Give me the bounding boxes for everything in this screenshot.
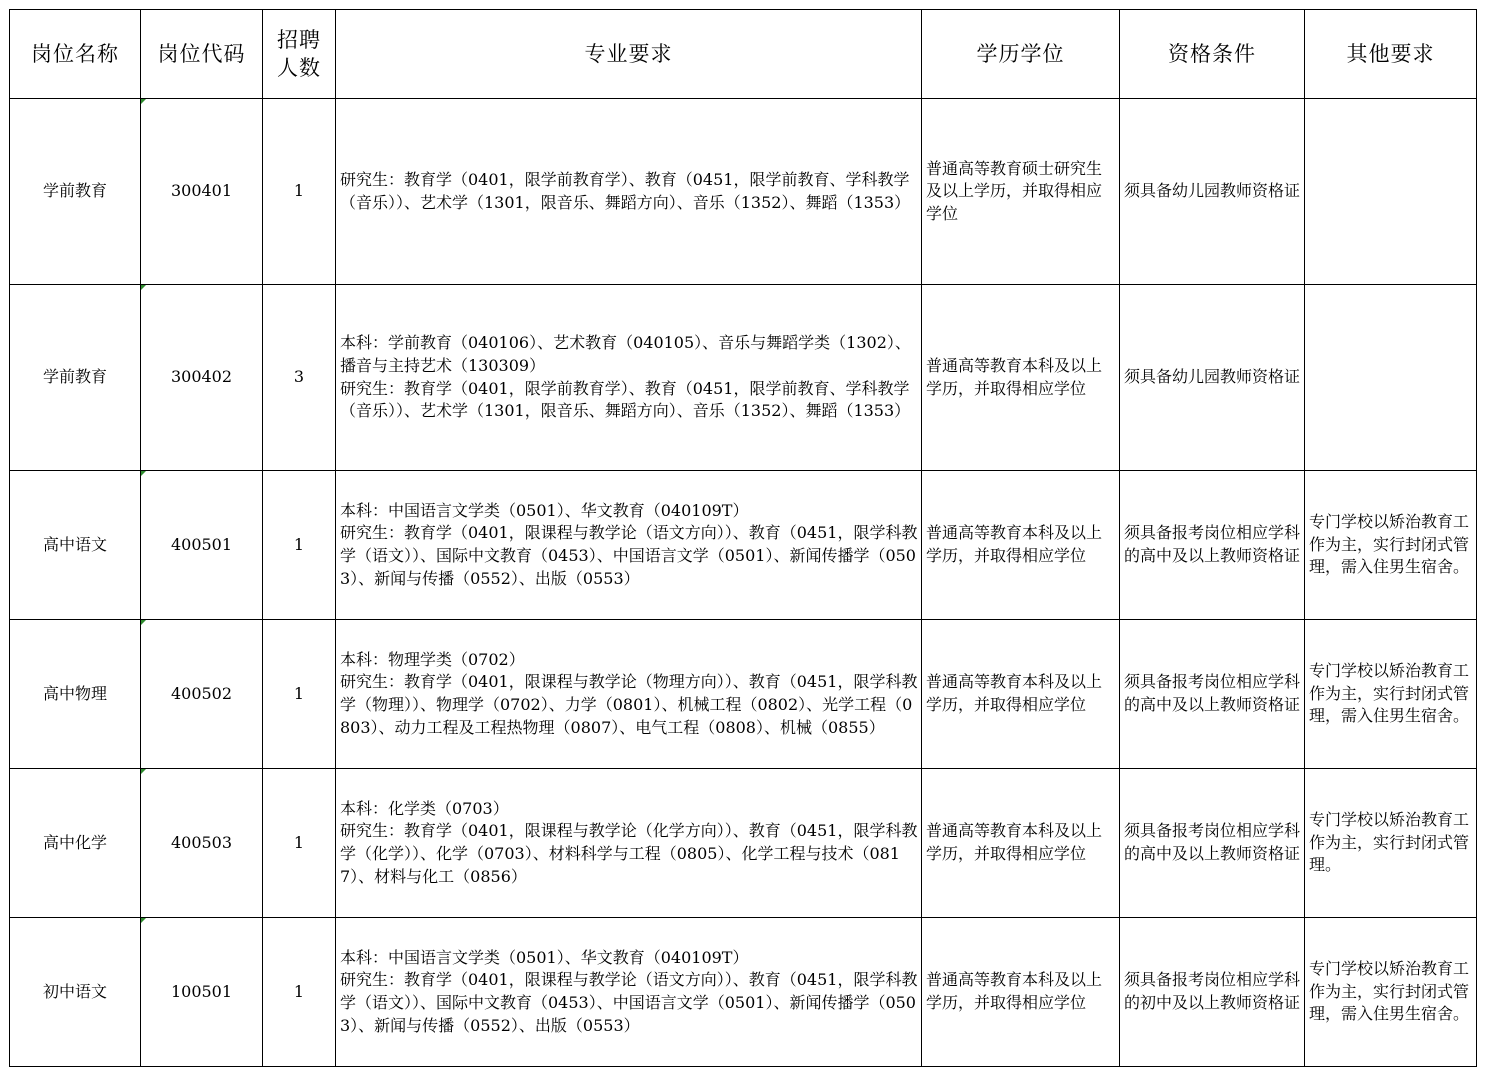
recruitment-table xyxy=(9,9,1477,1067)
cell-major-requirements xyxy=(336,471,922,620)
cell-position-code xyxy=(141,769,263,918)
cell-position-name xyxy=(10,99,141,285)
cell-qualification xyxy=(1120,471,1305,620)
cell-comment-marker-icon xyxy=(141,285,146,290)
header-other-requirements: 其他要求 xyxy=(1305,10,1477,99)
cell-qualification-text: 须具备报考岗位相应学科的初中及以上教师资格证 xyxy=(1124,970,1301,1012)
cell-hire-count-text: 1 xyxy=(293,981,305,1001)
cell-major-requirements-text: 本科：学前教育（040106）、艺术教育（040105）、音乐与舞蹈学类（1302）、播音与主持艺术（130309） 研究生：教育学（0401，限学前教育学）、教育（0451，限学前教育、学科教学（音乐））、艺术学（1301，限音乐、舞蹈方向）、音乐（1352）、舞蹈（1353） xyxy=(340,333,911,421)
cell-qualification-text: 须具备报考岗位相应学科的高中及以上教师资格证 xyxy=(1124,523,1301,565)
cell-position-code xyxy=(141,918,263,1067)
cell-comment-marker-icon xyxy=(141,918,146,923)
cell-education xyxy=(922,918,1120,1067)
cell-other-requirements xyxy=(1305,285,1477,471)
cell-major-requirements xyxy=(336,918,922,1067)
cell-qualification xyxy=(1120,620,1305,769)
cell-position-code-text: 400502 xyxy=(170,683,233,703)
cell-position-name xyxy=(10,918,141,1067)
cell-qualification-text: 须具备报考岗位相应学科的高中及以上教师资格证 xyxy=(1124,821,1301,863)
cell-education xyxy=(922,769,1120,918)
cell-major-requirements-text: 研究生：教育学（0401，限学前教育学）、教育（0451，限学前教育、学科教学（音乐））、艺术学（1301，限音乐、舞蹈方向）、音乐（1352）、舞蹈（1353） xyxy=(340,169,911,212)
cell-major-requirements-text: 本科：中国语言文学类（0501）、华文教育（040109T） 研究生：教育学（0401，限课程与教学论（语文方向））、教育（0451，限学科教学（语文））、国际中文教育（0453）、中国语言文学（0501）、新闻传播学（0503）、新闻与传播（0552）、出版（0553） xyxy=(340,500,918,588)
cell-education xyxy=(922,471,1120,620)
cell-position-name-text: 初中语文 xyxy=(42,981,107,1001)
cell-position-name xyxy=(10,620,141,769)
cell-comment-marker-icon xyxy=(141,471,146,476)
cell-comment-marker-icon xyxy=(141,769,146,774)
cell-position-name xyxy=(10,769,141,918)
cell-qualification-text: 须具备报考岗位相应学科的高中及以上教师资格证 xyxy=(1124,672,1301,714)
cell-education xyxy=(922,620,1120,769)
cell-comment-marker-icon xyxy=(141,99,146,104)
cell-qualification xyxy=(1120,285,1305,471)
cell-hire-count xyxy=(263,918,336,1067)
table-row xyxy=(10,620,1477,769)
cell-qualification xyxy=(1120,918,1305,1067)
cell-major-requirements-text: 本科：化学类（0703） 研究生：教育学（0401，限课程与教学论（化学方向））、教育（0451，限学科教学（化学））、化学（0703）、材料科学与工程（0805）、化学工程与技术（0817）、材料与化工（0856） xyxy=(340,798,918,886)
cell-position-name-text: 学前教育 xyxy=(42,367,107,387)
cell-other-requirements-text: 专门学校以矫治教育工作为主，实行封闭式管理，需入住男生宿舍。 xyxy=(1309,959,1470,1024)
cell-other-requirements xyxy=(1305,620,1477,769)
cell-major-requirements xyxy=(336,620,922,769)
cell-major-requirements xyxy=(336,99,922,285)
cell-hire-count-text: 1 xyxy=(293,181,305,201)
cell-comment-marker-icon xyxy=(141,620,146,625)
cell-hire-count-text: 1 xyxy=(293,832,305,852)
cell-position-code xyxy=(141,285,263,471)
cell-position-code xyxy=(141,471,263,620)
cell-education-text: 普通高等教育本科及以上学历，并取得相应学位 xyxy=(926,821,1103,863)
cell-qualification xyxy=(1120,99,1305,285)
cell-other-requirements xyxy=(1305,471,1477,620)
cell-other-requirements-text: 专门学校以矫治教育工作为主，实行封闭式管理，需入住男生宿舍。 xyxy=(1309,512,1470,577)
cell-other-requirements-text: 专门学校以矫治教育工作为主，实行封闭式管理，需入住男生宿舍。 xyxy=(1309,661,1470,726)
cell-education xyxy=(922,285,1120,471)
cell-other-requirements xyxy=(1305,769,1477,918)
cell-education-text: 普通高等教育硕士研究生及以上学历，并取得相应学位 xyxy=(926,158,1103,223)
cell-education-text: 普通高等教育本科及以上学历，并取得相应学位 xyxy=(926,970,1103,1012)
cell-hire-count xyxy=(263,769,336,918)
header-position-name: 岗位名称 xyxy=(10,10,141,99)
cell-hire-count xyxy=(263,285,336,471)
table-row xyxy=(10,471,1477,620)
cell-hire-count xyxy=(263,471,336,620)
cell-hire-count xyxy=(263,99,336,285)
header-hire-count xyxy=(263,10,336,99)
cell-education-text: 普通高等教育本科及以上学历，并取得相应学位 xyxy=(926,523,1103,565)
cell-position-code-text: 100501 xyxy=(170,981,233,1001)
header-hire-count-label: 招聘人数 xyxy=(276,28,321,80)
cell-qualification xyxy=(1120,769,1305,918)
cell-qualification-text: 须具备幼儿园教师资格证 xyxy=(1124,181,1301,201)
header-position-code: 岗位代码 xyxy=(141,10,263,99)
cell-other-requirements-text: 专门学校以矫治教育工作为主，实行封闭式管理。 xyxy=(1309,810,1470,875)
cell-position-code-text: 400503 xyxy=(170,832,233,852)
header-major-requirements: 专业要求 xyxy=(336,10,922,99)
cell-position-code-text: 300401 xyxy=(170,181,233,201)
cell-position-name xyxy=(10,471,141,620)
cell-hire-count-text: 1 xyxy=(293,534,305,554)
cell-position-code-text: 400501 xyxy=(170,534,233,554)
table-row xyxy=(10,918,1477,1067)
cell-education-text: 普通高等教育本科及以上学历，并取得相应学位 xyxy=(926,672,1103,714)
cell-education-text: 普通高等教育本科及以上学历，并取得相应学位 xyxy=(926,355,1103,398)
cell-hire-count-text: 1 xyxy=(293,683,305,703)
header-qualification: 资格条件 xyxy=(1120,10,1305,99)
cell-major-requirements xyxy=(336,769,922,918)
cell-position-name-text: 学前教育 xyxy=(42,181,107,201)
cell-position-name-text: 高中物理 xyxy=(42,683,107,703)
cell-hire-count-text: 3 xyxy=(293,367,305,387)
cell-other-requirements xyxy=(1305,918,1477,1067)
cell-major-requirements-text: 本科：中国语言文学类（0501）、华文教育（040109T） 研究生：教育学（0401，限课程与教学论（语文方向））、教育（0451，限学科教学（语文））、国际中文教育（0453）、中国语言文学（0501）、新闻传播学（0503）、新闻与传播（0552）、出版（0553） xyxy=(340,947,918,1035)
cell-major-requirements-text: 本科：物理学类（0702） 研究生：教育学（0401，限课程与教学论（物理方向））、教育（0451，限学科教学（物理））、物理学（0702）、力学（0801）、机械工程（0802）、光学工程（0803）、动力工程及工程热物理（0807）、电气工程（0808）、机械（0855） xyxy=(340,649,918,737)
cell-hire-count xyxy=(263,620,336,769)
cell-position-code xyxy=(141,99,263,285)
header-row xyxy=(10,10,1477,99)
cell-major-requirements xyxy=(336,285,922,471)
header-education: 学历学位 xyxy=(922,10,1120,99)
cell-position-name xyxy=(10,285,141,471)
cell-position-name-text: 高中语文 xyxy=(42,534,107,554)
cell-qualification-text: 须具备幼儿园教师资格证 xyxy=(1124,367,1301,387)
cell-position-code-text: 300402 xyxy=(170,367,233,387)
cell-position-code xyxy=(141,620,263,769)
cell-other-requirements xyxy=(1305,99,1477,285)
cell-position-name-text: 高中化学 xyxy=(42,832,107,852)
table-row xyxy=(10,769,1477,918)
table-row xyxy=(10,285,1477,471)
cell-education xyxy=(922,99,1120,285)
table-row xyxy=(10,99,1477,285)
